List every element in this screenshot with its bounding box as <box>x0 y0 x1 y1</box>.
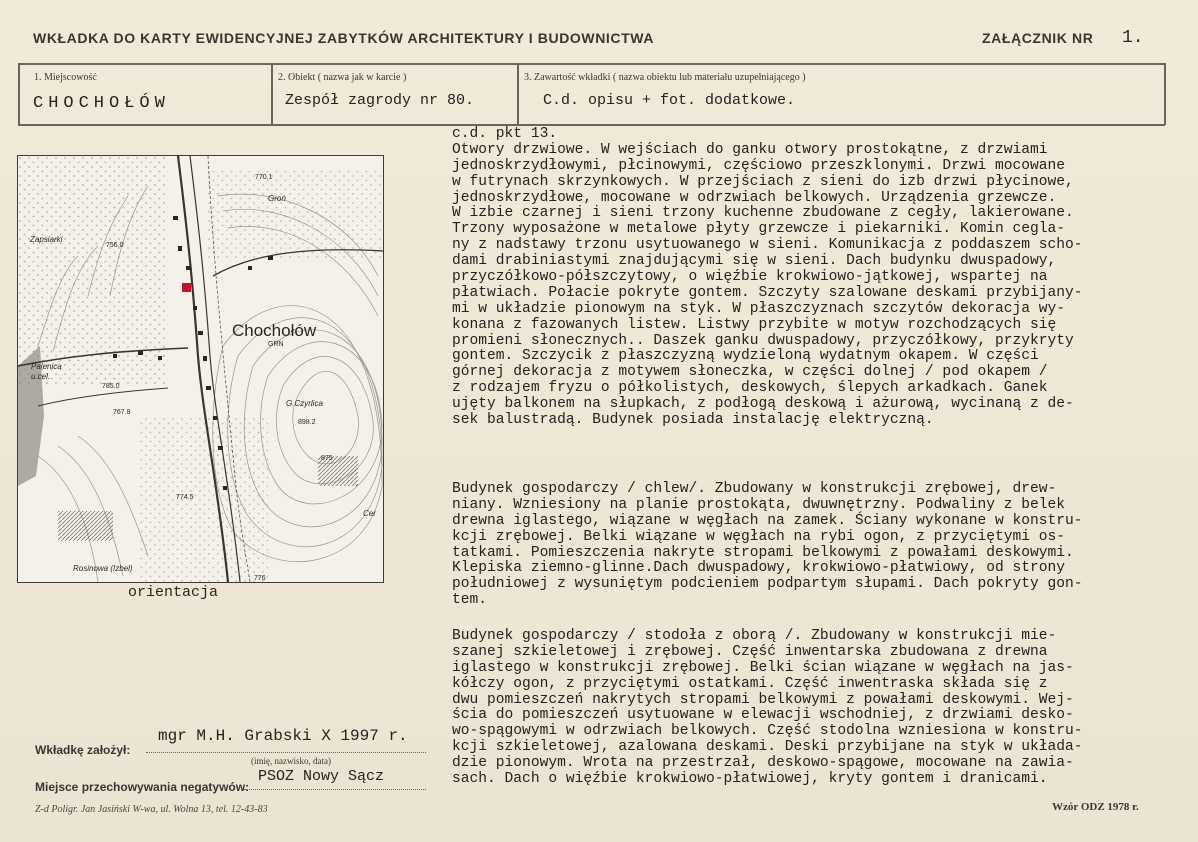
map-height-875: 875 <box>321 455 333 462</box>
text-line: Budynek gospodarczy / chlew/. Zbudowany w konstrukcji zrębowej, drew- <box>452 481 1057 497</box>
text-line: kółczy ogon, z przyciętymi ostatkami. Część inwentraska składa się z <box>452 675 1048 692</box>
map-label-gron: Groń <box>268 194 286 203</box>
meadow-north <box>208 171 383 261</box>
text-line: Budynek gospodarczy / stodoła z oborą /. Zbudowany w konstrukcji mie- <box>452 628 1057 644</box>
map-height-7560: 756.0 <box>106 242 124 249</box>
field-content-value: C.d. opisu + fot. dodatkowe. <box>543 92 796 109</box>
text-line: ny z nadstawy trzonu usytuowanego w sieni. Komunikacja z poddaszem scho- <box>452 237 1083 254</box>
text-line: kcji zrębowej. Belki wiązane w węgłach na rybi ogon, z przyciętymi os- <box>452 528 1066 545</box>
author-dotted-line <box>146 752 426 753</box>
location-marker <box>182 283 191 292</box>
map-height-776: 776 <box>254 575 266 582</box>
map-label-ucel: u.cel. <box>31 372 51 381</box>
meadow-west <box>18 156 168 386</box>
text-line: górnej dekoracja z motywem słoneczka, w części dolnej / pod okapem / <box>452 364 1048 381</box>
text-line: gontem. Szczycik z płaszczyzną wydzieloną wydatnym okapem. W części <box>452 348 1039 365</box>
description-paragraph-1 <box>452 127 1083 429</box>
text-line: drewna iglastego, wiązane w węgłach na zamek. Ściany wykonane w konstru- <box>452 512 1083 529</box>
map-label-czyrlica: G.Czyrlica <box>286 399 323 408</box>
text-line: przyczółkowo-półszczytowy, o więźbie krokwiowo-jątkowej, wspartej na <box>452 269 1048 286</box>
field-locality-value: CHOCHOŁÓW <box>33 94 170 113</box>
text-line: iglastego w konstrukcji zrębowej. Belki ścian wiązane w węgłach na jas- <box>452 659 1074 676</box>
text-line: w futrynach skrzynkowych. W przejściach z sieni do izb drzwi płycinowe, <box>452 173 1074 190</box>
text-line: niany. Wzniesiony na planie prostokąta, dwuwnętrzny. Podwaliny z belek <box>452 496 1066 513</box>
form-title: WKŁADKA DO KARTY EWIDENCYJNEJ ZABYTKÓW ARCHITEKTURY I BUDOWNICTWA <box>33 30 655 46</box>
storage-label: Miejsce przechowywania negatywów: <box>35 780 250 794</box>
field-locality-label: 1. Miejscowość <box>34 72 97 83</box>
forest-hatch <box>58 511 113 541</box>
text-line: jednoskrzydłowe, mocowane w odrzwiach belkowych. Urządzenia grzewcze. <box>452 189 1057 206</box>
storage-value: PSOZ Nowy Sącz <box>258 768 385 785</box>
text-line: c.d. pkt 13. <box>452 126 558 142</box>
text-line: ujęty balkonem na słupkach, z podłogą deskową i ażurową, wycinaną z de- <box>452 396 1074 413</box>
text-line: płatwiach. Połacie pokryte gontem. Szczyty szalowane deskami przybijany- <box>452 284 1083 301</box>
text-line: jednoskrzydłowymi, płcinowymi, częściowo przeszklonymi. Drzwi mocowane <box>452 157 1066 174</box>
field-divider-2 <box>517 63 519 125</box>
form-template-note: Wzór ODZ 1978 r. <box>1052 801 1139 813</box>
map-height-7701: 770.1 <box>255 174 273 181</box>
field-object-value: Zespół zagrody nr 80. <box>285 92 475 109</box>
text-line: dami drabiniastymi znajdującymi się w sieni. Dach budynku dwuspadowy, <box>452 253 1057 270</box>
map-label-palenica: Palenica <box>31 362 62 371</box>
map-height-7850: 785.0 <box>102 383 120 390</box>
field-content-label: 3. Zawartość wkładki ( nazwa obiektu lub materiału uzupełniającego ) <box>524 72 806 83</box>
text-line: szanej szkieletowej i zrębowej. Część inwentarska zbudowana z drewna <box>452 643 1048 660</box>
text-line: promieni słonecznych.. Daszek ganku dwuspadowy, przyczółkowy, przykryty <box>452 332 1074 349</box>
text-line: Otwory drzwiowe. W wejściach do ganku otwory prostokątne, z drzwiami <box>452 141 1048 158</box>
map-height-7678: 767.8 <box>113 409 131 416</box>
topographic-map <box>18 156 383 582</box>
map-caption: orientacja <box>128 584 219 601</box>
text-line: mi w układzie pionowym na styk. W płaszczyznach szczytów dekoracja wy- <box>452 300 1066 317</box>
text-line: konana z fazowanych listew. Listwy przybite w motyw rozchodzących się <box>452 316 1057 333</box>
meadow-south <box>138 416 268 582</box>
text-line: sach. Dach o więźbie krokwiowo-płatwiowej, kryty gontem i dranicami. <box>452 771 1048 788</box>
map-label-grn: GRN <box>268 341 284 348</box>
description-paragraph-3 <box>452 629 1083 788</box>
text-line: Trzony wyposażone w metalowe płyty grzewcze i piekarniki. Komin cegla- <box>452 221 1066 238</box>
text-line: Klepiska ziemno-glinne.Dach dwuspadowy, krokwiowo-płatwiowy, od strony <box>452 560 1066 577</box>
text-line: W izbie czarnej i sieni trzony kuchenne zbudowane z cegły, lakierowane. <box>452 205 1074 222</box>
storage-dotted-line <box>244 789 426 790</box>
header-rule-top <box>18 63 1165 65</box>
author-value: mgr M.H. Grabski X 1997 r. <box>158 727 408 745</box>
text-line: południowej z wysuniętym podcieniem podpartym słupami. Dach pokryty gon- <box>452 576 1083 593</box>
map-label-chocholow: Chochołów <box>232 321 317 340</box>
field-divider-left <box>18 63 20 125</box>
field-object-label: 2. Obiekt ( nazwa jak w karcie ) <box>278 72 407 83</box>
text-line: tatkami. Pomieszczenia nakryte stropami belkowymi z powałami deskowymi. <box>452 544 1074 561</box>
header-rule-bottom <box>18 124 1165 126</box>
text-line: dzie pionowym. Wrota na przestrzał, deskowo-spągowe, mocowane na zawia- <box>452 755 1074 772</box>
text-line: kcji szkieletowej, azalowana deskami. Deski przybijane na styk w układa- <box>452 739 1083 756</box>
author-label: Wkładkę założył: <box>35 743 131 757</box>
printer-imprint: Z-d Poligr. Jan Jasiński W-wa, ul. Wolna 13, tel. 12-43-83 <box>35 804 268 815</box>
attachment-label: ZAŁĄCZNIK NR <box>982 30 1094 46</box>
map-height-7745: 774.5 <box>176 494 194 501</box>
field-divider-right <box>1164 63 1166 125</box>
map-label-zapsiarki: Zapsiarki <box>30 235 63 244</box>
text-line: sek balustradą. Budynek posiada instalację elektryczną. <box>452 412 934 429</box>
map-label-cer: Cer <box>363 509 376 518</box>
text-line: tem. <box>452 592 488 609</box>
location-map <box>17 155 384 583</box>
text-line: wo-spągowymi w odrzwiach belkowych. Część stodolna wzniesiona w konstru- <box>452 723 1083 740</box>
text-line: z rodzajem fryzu o półkolistych, deskowych, ślepych arkadkach. Ganek <box>452 380 1048 397</box>
field-divider-1 <box>271 63 273 125</box>
text-line: ścia do pomieszczeń usytuowane w elewacji wschodniej, z drzwiami desko- <box>452 707 1074 724</box>
map-height-8982: 898.2 <box>298 419 316 426</box>
description-paragraph-2 <box>452 482 1083 609</box>
attachment-number: 1. <box>1122 28 1144 48</box>
text-line: dwu pomieszczeń nakrytych stropami belkowymi z powałami deskowymi. Wej- <box>452 691 1074 708</box>
map-label-rosinowa: Rosinowa (Izbel) <box>73 564 133 573</box>
author-hint: (imię, nazwisko, data) <box>251 756 331 766</box>
